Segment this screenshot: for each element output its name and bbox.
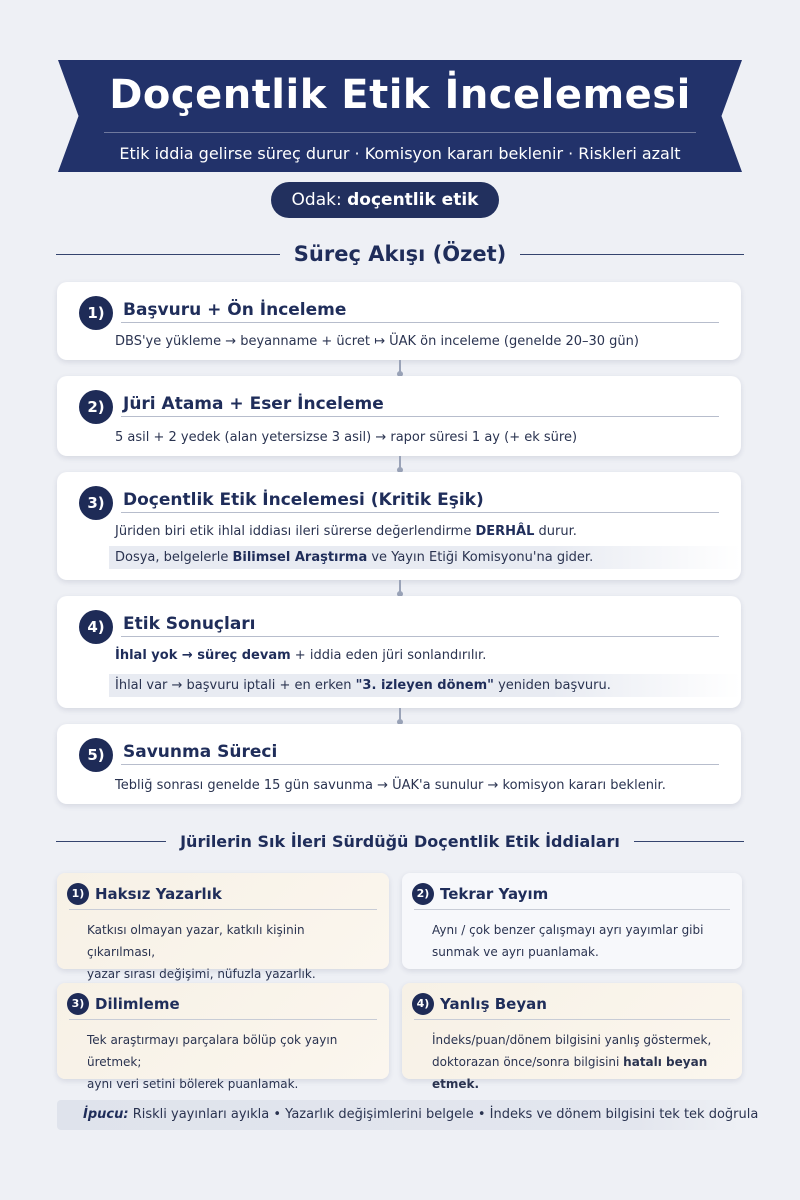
claim-line	[432, 1051, 726, 1095]
step-divider	[121, 636, 719, 637]
step-line-emphasis: DERHÂL	[475, 524, 535, 539]
claim-line: sunmak ve ayrı puanlamak.	[432, 945, 599, 959]
process-heading	[56, 242, 744, 266]
claim-line-emphasis: hatalı beyan etmek.	[432, 1055, 708, 1091]
claim-line: aynı veri setini bölerek puanlamak.	[87, 1077, 299, 1091]
focus-value: doçentlik etik	[347, 190, 479, 210]
claim-description	[432, 1029, 726, 1095]
process-heading-text: Süreç Akışı (Özet)	[293, 242, 507, 266]
claims-heading	[56, 832, 744, 851]
step-connector	[399, 360, 401, 374]
step-divider	[121, 512, 719, 513]
banner-divider	[104, 132, 696, 133]
heading-rule-right	[634, 841, 744, 842]
claim-divider	[69, 1019, 377, 1020]
claim-number-badge: 2)	[412, 883, 434, 905]
claim-divider	[414, 909, 730, 910]
step-description: 5 asil + 2 yedek (alan yetersizse 3 asil) → rapor süresi 1 ay (+ ek süre)	[115, 430, 578, 445]
claim-title: Dilimleme	[95, 995, 180, 1013]
claim-title: Tekrar Yayım	[440, 885, 549, 903]
process-step-4	[57, 596, 741, 708]
step-connector	[399, 580, 401, 594]
claim-title: Haksız Yazarlık	[95, 885, 222, 903]
step-title: Doçentlik Etik İncelemesi (Kritik Eşik)	[123, 490, 484, 510]
step-line-text: yeniden başvuru.	[493, 678, 611, 693]
step-description: DBS'ye yükleme → beyanname + ücret ↦ ÜAK ön inceleme (genelde 20–30 gün)	[115, 334, 639, 349]
step-line-text: İhlal var → başvuru iptali + en erken	[115, 678, 356, 693]
tip-label: İpucu:	[83, 1107, 129, 1122]
step-line-emphasis: "3. izleyen dönem"	[355, 678, 494, 693]
step-line-1	[115, 524, 577, 539]
claim-divider	[69, 909, 377, 910]
claim-card-4	[402, 983, 742, 1091]
process-step-5	[57, 724, 741, 804]
step-line-text: Dosya, belgelerle	[115, 550, 233, 565]
page-title: Doçentlik Etik İncelemesi	[109, 72, 691, 118]
claim-divider	[414, 1019, 730, 1020]
step-divider	[121, 416, 719, 417]
tip-text: Riskli yayınları ayıkla • Yazarlık değişimlerini belgele • İndeks ve dönem bilgisini tek tek doğrula	[128, 1107, 759, 1122]
claim-line: Tek araştırmayı parçalara bölüp çok yayın üretmek;	[87, 1033, 338, 1069]
process-step-2	[57, 376, 741, 456]
step-line-emphasis: İhlal yok → süreç devam	[115, 648, 291, 663]
step-line-2	[109, 546, 741, 569]
step-connector	[399, 456, 401, 470]
focus-label: Odak:	[291, 190, 342, 210]
process-step-3	[57, 472, 741, 580]
step-divider	[121, 322, 719, 323]
step-line-text: ve Yayın Etiği Komisyonu'na gider.	[367, 550, 594, 565]
step-divider	[121, 764, 719, 765]
claim-line: İndeks/puan/dönem bilgisini yanlış göstermek,	[432, 1033, 712, 1047]
step-line-text: Jüriden biri etik ihlal iddiası ileri sürerse değerlendirme	[115, 524, 476, 539]
claim-line-text: doktorazan önce/sonra bilgisini	[432, 1055, 624, 1069]
step-number-badge: 3)	[79, 486, 113, 520]
heading-rule-left	[56, 254, 280, 255]
claim-description	[87, 1029, 373, 1095]
step-title: Jüri Atama + Eser İnceleme	[123, 394, 384, 414]
claim-description	[432, 919, 726, 963]
step-number-badge: 1)	[79, 296, 113, 330]
claim-title: Yanlış Beyan	[440, 995, 547, 1013]
step-title: Başvuru + Ön İnceleme	[123, 300, 347, 320]
tip-bar	[57, 1100, 759, 1130]
claim-line: Aynı / çok benzer çalışmayı ayrı yayımlar gibi	[432, 923, 704, 937]
step-title: Savunma Süreci	[123, 742, 278, 762]
claim-number-badge: 1)	[67, 883, 89, 905]
heading-rule-left	[56, 841, 166, 842]
step-line-text: + iddia eden jüri sonlandırılır.	[290, 648, 487, 663]
claim-card-2	[402, 873, 742, 969]
claim-description	[87, 919, 373, 985]
step-connector	[399, 708, 401, 722]
claim-line: yazar sırası değişimi, nüfuzla yazarlık.	[87, 967, 316, 981]
step-number-badge: 4)	[79, 610, 113, 644]
step-line-emphasis: Bilimsel Araştırma	[232, 550, 368, 565]
step-title: Etik Sonuçları	[123, 614, 256, 634]
step-line-2	[109, 674, 741, 697]
step-line-text: durur.	[534, 524, 577, 539]
heading-rule-right	[520, 254, 744, 255]
claim-line: Katkısı olmayan yazar, katkılı kişinin çıkarılması,	[87, 923, 305, 959]
process-step-1	[57, 282, 741, 360]
claims-heading-text: Jürilerin Sık İleri Sürdüğü Doçentlik Etik İddiaları	[180, 832, 620, 851]
claim-card-3	[57, 983, 389, 1091]
step-line-1	[115, 648, 486, 663]
step-description: Tebliğ sonrası genelde 15 gün savunma → ÜAK'a sunulur → komisyon kararı beklenir.	[115, 778, 666, 793]
step-number-badge: 2)	[79, 390, 113, 424]
claim-number-badge: 3)	[67, 993, 89, 1015]
claim-card-1	[57, 873, 389, 981]
page-subtitle: Etik iddia gelirse süreç durur · Komisyon kararı beklenir · Riskleri azalt	[119, 144, 681, 163]
step-number-badge: 5)	[79, 738, 113, 772]
focus-pill	[271, 182, 499, 218]
claim-number-badge: 4)	[412, 993, 434, 1015]
